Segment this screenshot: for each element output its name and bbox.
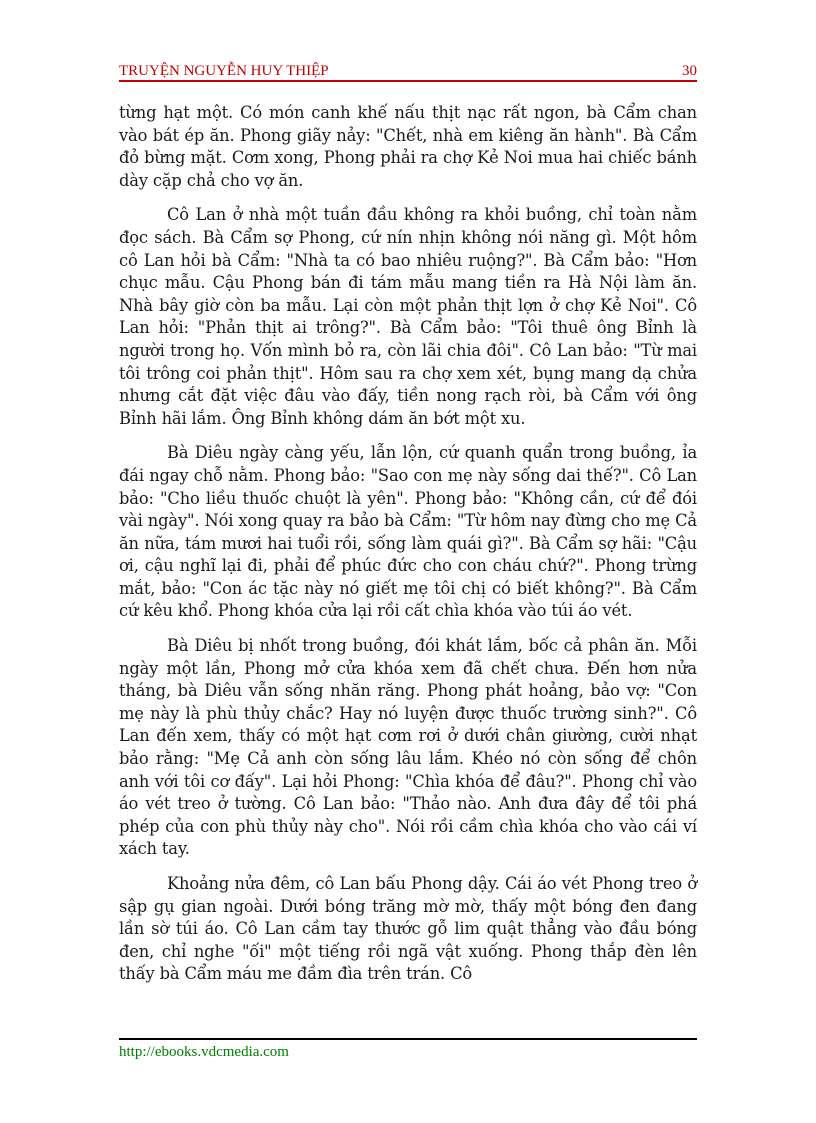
paragraph-3: Bà Diêu ngày càng yếu, lẫn lộn, cứ quanh quẩn trong buồng, ỉa đái ngay chỗ nằm. Phong bảo: "Sao con mẹ này sống dai thế?". Cô Lan bảo: "Cho liều thuốc chuột là yên". Phong bảo: "Không cần, cứ để đói vài ngày". Nói xong quay ra bảo bà Cẩm: "Từ hôm nay đừng cho mẹ Cả ăn nữa, tám mươi hai tuổi rồi, sống làm quái gì?". Bà Cẩm sợ hãi: "Cậu ơi, cậu nghĩ lại đi, phải để phúc đức cho con cháu chứ?". Phong trừng mắt, bảo: "Con ác tặc này nó giết mẹ tôi chị có biết không?". Bà Cẩm cứ kêu khổ. Phong khóa cửa lại rồi cất chìa khóa vào túi áo vét.	[119, 443, 697, 621]
paragraph-2: Cô Lan ở nhà một tuần đầu không ra khỏi buồng, chỉ toàn nằm đọc sách. Bà Cẩm sợ Phong, cứ nín nhịn không nói năng gì. Một hôm cô Lan hỏi bà Cẩm: "Nhà ta có bao nhiêu ruộng?". Bà Cẩm bảo: "Hơn chục mẫu. Cậu Phong bán đi tám mẫu mang tiền ra Hà Nội làm ăn. Nhà bây giờ còn ba mẫu. Lại còn một phản thịt lợn ở chợ Kẻ Noi". Cô Lan hỏi: "Phản thịt ai trông?". Bà Cẩm bảo: "Tôi thuê ông Bỉnh là người trong họ. Vốn mình bỏ ra, còn lãi chia đôi". Cô Lan bảo: "Từ mai tôi trông coi phản thịt". Hôm sau ra chợ xem xét, bụng mang dạ chửa nhưng cắt đặt việc đâu vào đấy, tiền nong rạch ròi, bà Cẩm với ông Bỉnh hãi lắm. Ông Bỉnh không dám ăn bớt một xu.	[119, 205, 697, 428]
book-title: TRUYỆN NGUYỄN HUY THIỆP	[119, 63, 329, 79]
paragraph-4: Bà Diêu bị nhốt trong buồng, đói khát lắm, bốc cả phân ăn. Mỗi ngày một lần, Phong mở cửa khóa xem đã chết chưa. Đến hơn nửa tháng, bà Diêu vẫn sống nhăn răng. Phong phát hoảng, bảo vợ: "Con mẹ này là phù thủy chắc? Hay nó luyện được thuốc trường sinh?". Cô Lan đến xem, thấy có một hạt cơm rơi ở dưới chân giường, cười nhạt bảo rằng: "Mẹ Cả anh còn sống lâu lắm. Khéo nó còn sống để chôn anh với tôi cơ đấy". Lại hỏi Phong: "Chìa khóa để đâu?". Phong chỉ vào áo vét treo ở tường. Cô Lan bảo: "Thảo nào. Anh đưa đây để tôi phá phép của con phù thủy này cho". Nói rồi cầm chìa khóa cho vào cái ví xách tay.	[119, 636, 697, 859]
running-header	[119, 62, 697, 80]
header-divider	[119, 80, 697, 82]
paragraph-5: Khoảng nửa đêm, cô Lan bấu Phong dậy. Cái áo vét Phong treo ở sập gụ gian ngoài. Dưới bóng trăng mờ mờ, thấy một bóng đen đang lần sờ túi áo. Cô Lan cầm tay thước gỗ lim quật thẳng vào đầu bóng đen, chỉ nghe "ối" một tiếng rồi ngã vật xuống. Phong thắp đèn lên thấy bà Cẩm máu me đầm đìa trên trán. Cô	[119, 874, 697, 984]
footer-divider	[119, 1038, 697, 1040]
footer-link[interactable]: http://ebooks.vdcmedia.com	[119, 1044, 289, 1060]
page-body	[119, 102, 697, 998]
paragraph-1: từng hạt một. Có món canh khế nấu thịt nạc rất ngon, bà Cẩm chan vào bát ép ăn. Phong giãy nảy: "Chết, nhà em kiêng ăn hành". Bà Cẩm đỏ bừng mặt. Cơm xong, Phong phải ra chợ Kẻ Noi mua hai chiếc bánh dày cặp chả cho vợ ăn.	[119, 103, 697, 190]
page-number: 30	[682, 63, 697, 79]
